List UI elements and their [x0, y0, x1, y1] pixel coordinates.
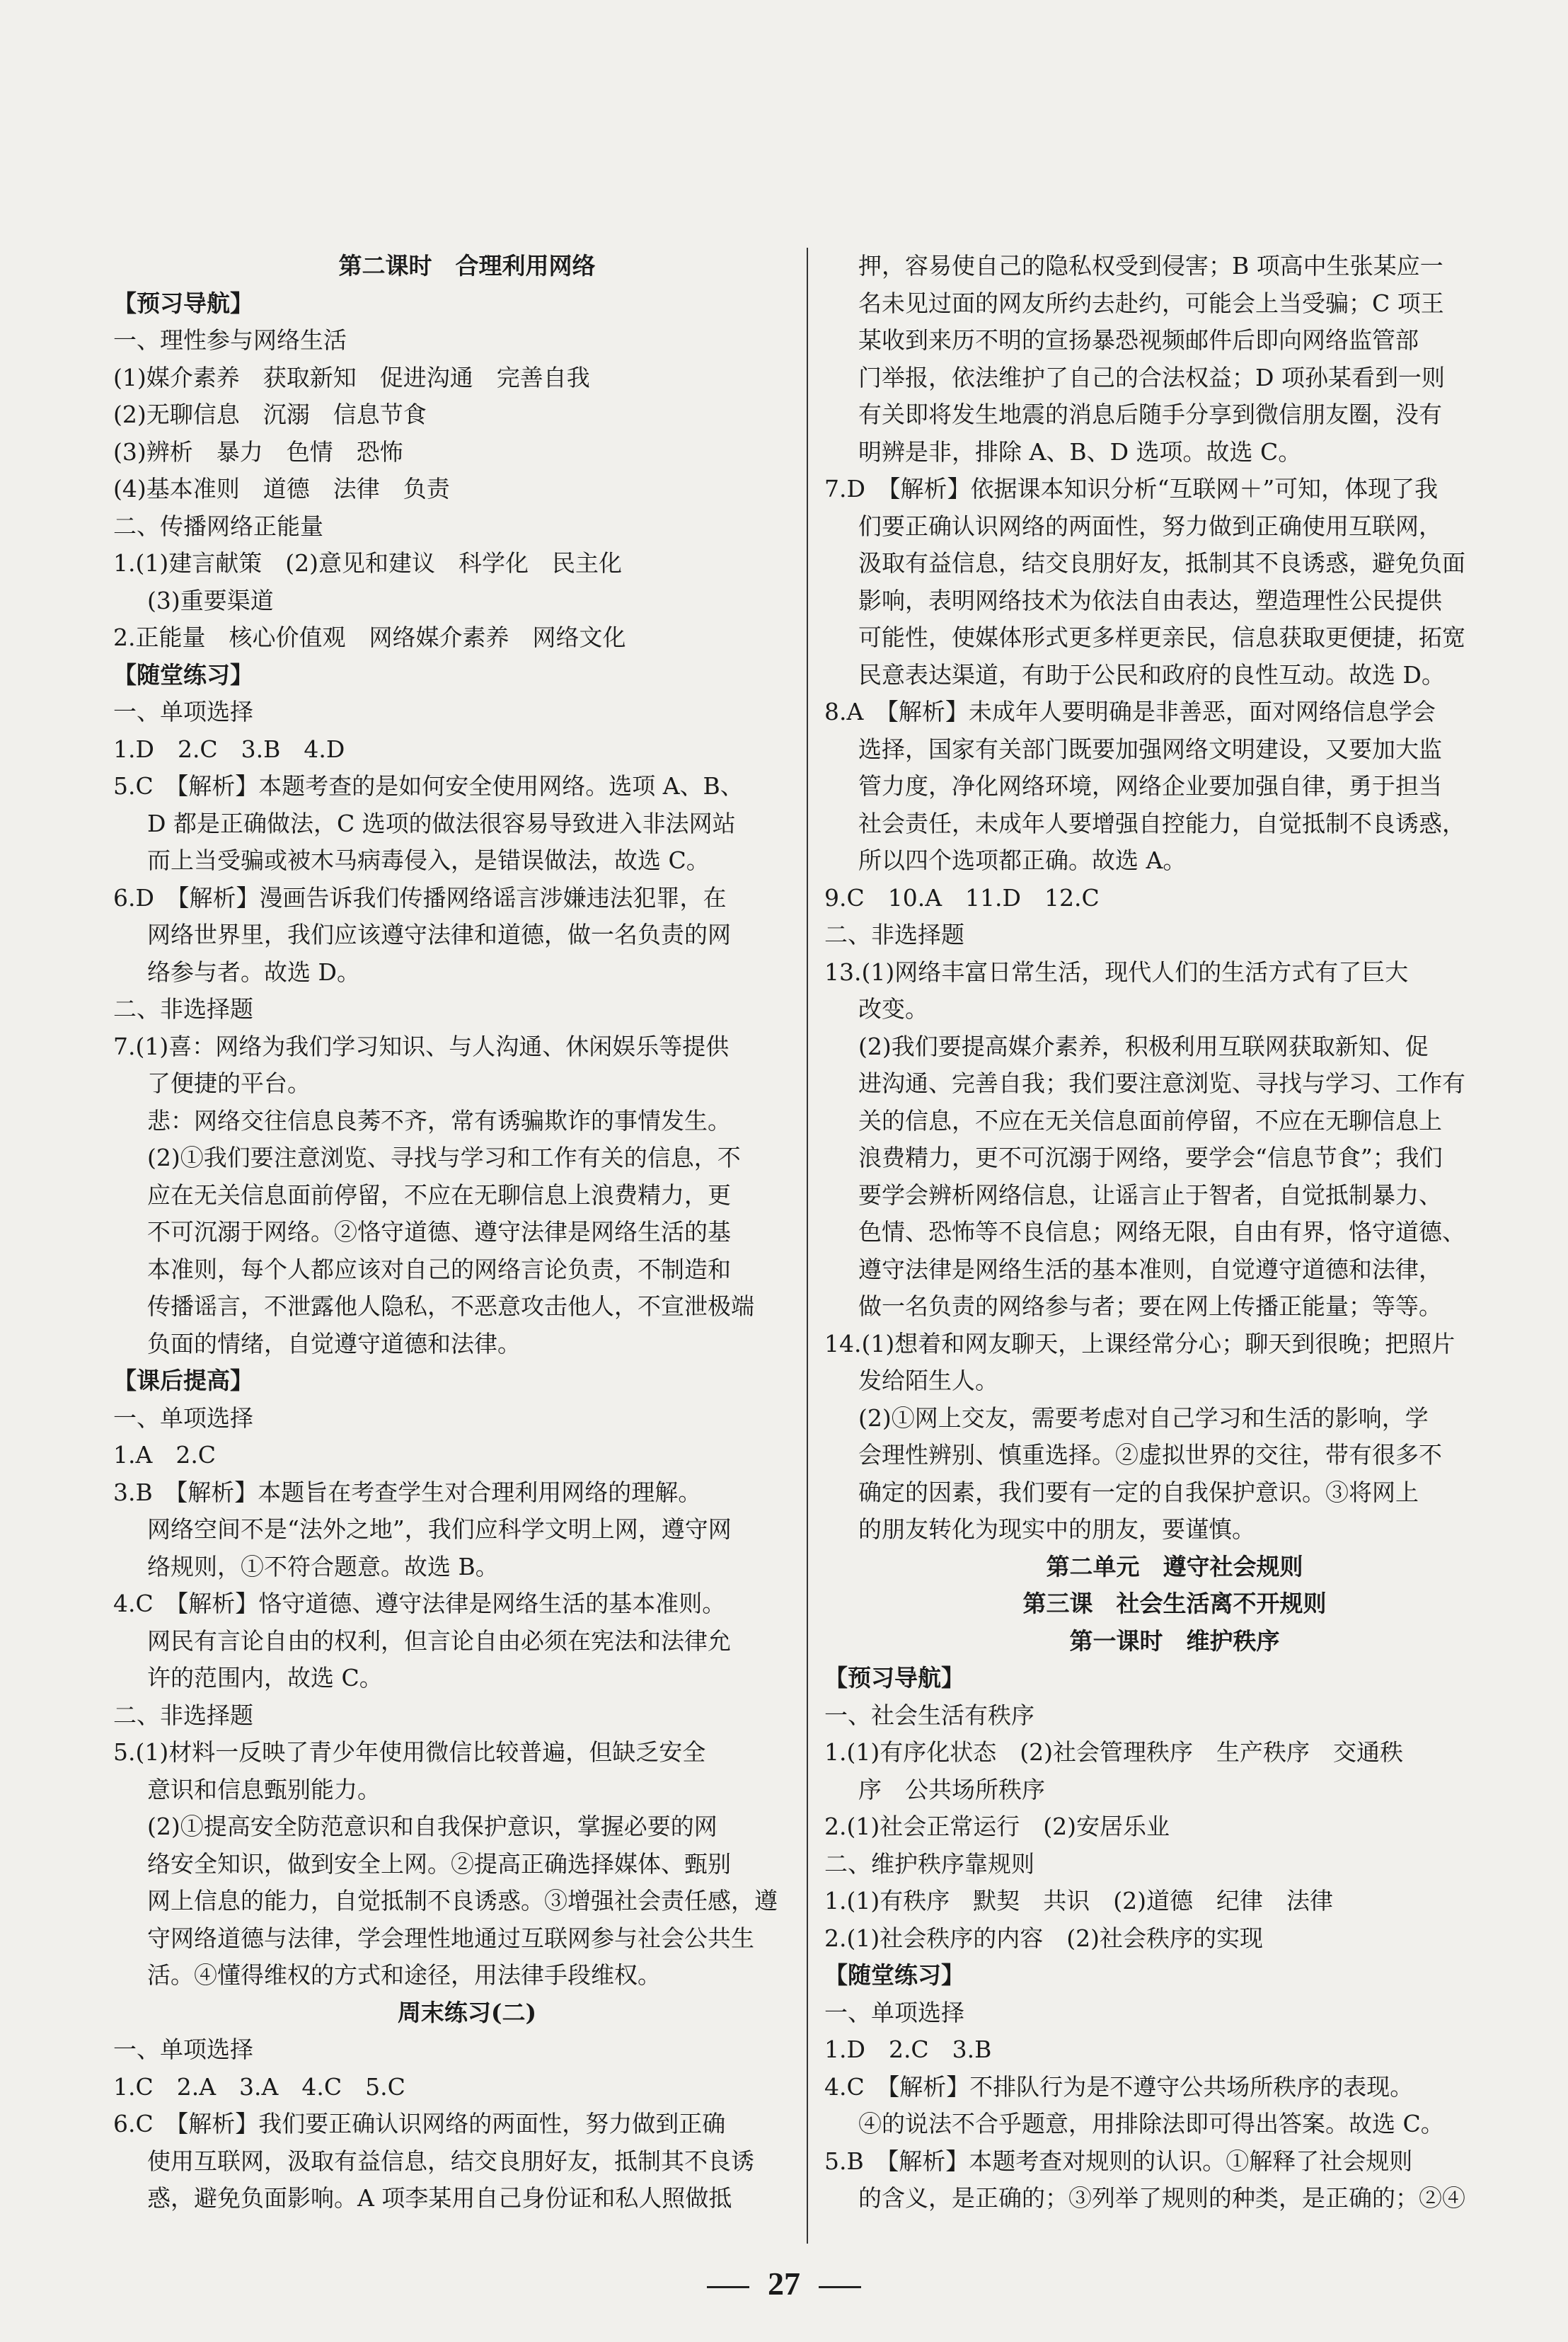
left-column-line: 4.C 【解析】恪守道德、遵守法律是网络生活的基本准则。 — [113, 1590, 726, 1617]
left-column-line: 【预习导航】 — [113, 289, 253, 317]
left-column-line: 络规则，①不符合题意。故选 B。 — [147, 1552, 499, 1580]
left-column-line: 一、单项选择 — [113, 1404, 253, 1432]
left-column-line: 【随堂练习】 — [113, 660, 253, 689]
right-column-line: 第三课 社会生活离不开规则 — [1022, 1590, 1327, 1617]
right-column-line: (2)我们要提高媒介素养，积极利用互联网获取新知、促 — [858, 1032, 1429, 1060]
left-column-line: 一、单项选择 — [113, 698, 253, 725]
right-column-line: 第二单元 遵守社会规则 — [1046, 1552, 1303, 1580]
right-column-line: 关的信息，不应在无关信息面前停留，不应在无聊信息上 — [858, 1106, 1442, 1135]
page-footer — [0, 2265, 1568, 2302]
left-column-line: 许的范围内，故选 C。 — [147, 1664, 383, 1692]
left-column-line: 活。④懂得维权的方式和途径，用法律手段维权。 — [147, 1961, 661, 1989]
right-column-line: 押，容易使自己的隐私权受到侵害；B 项高中生张某应一 — [858, 252, 1443, 280]
left-column-line: 而上当受骗或被木马病毒侵入，是错误做法，故选 C。 — [147, 846, 710, 874]
right-column-line: 的含义，是正确的；③列举了规则的种类，是正确的；②④ — [858, 2184, 1465, 2212]
right-column-line: (2)①网上交友，需要考虑对自己学习和生活的影响，学 — [858, 1404, 1429, 1432]
right-column-line: 影响，表明网络技术为依法自由表达，塑造理性公民提供 — [858, 586, 1442, 614]
left-column-line: 二、传播网络正能量 — [113, 512, 323, 540]
right-column-line: 1.D 2.C 3.B — [824, 2036, 992, 2063]
left-column-line: 使用互联网，汲取有益信息，结交良朋好友，抵制其不良诱 — [147, 2147, 754, 2175]
right-column-line: 们要正确认识网络的两面性，努力做到正确使用互联网， — [858, 512, 1442, 540]
footer-dash-left — [707, 2286, 749, 2288]
left-column-line: 3.B 【解析】本题旨在考查学生对合理利用网络的理解。 — [113, 1478, 702, 1506]
left-column-line: D 都是正确做法，C 选项的做法很容易导致进入非法网站 — [147, 809, 736, 837]
right-column-line: 改变。 — [858, 995, 928, 1023]
right-column-line: 13.(1)网络丰富日常生活，现代人们的生活方式有了巨大 — [824, 958, 1409, 986]
left-column — [113, 248, 821, 2217]
right-column-line: 门举报，依法维护了自己的合法权益；D 项孙某看到一则 — [858, 363, 1445, 391]
page-number: 27 — [768, 2266, 800, 2302]
left-column-line: 【课后提高】 — [113, 1367, 253, 1394]
right-column-line: 浪费精力，更不可沉溺于网络，要学会“信息节食”；我们 — [858, 1144, 1443, 1171]
left-column-line: 1.D 2.C 3.B 4.D — [113, 735, 345, 763]
left-column-line: 网上信息的能力，自觉抵制不良诱惑。③增强社会责任感，遵 — [147, 1887, 778, 1915]
column-divider — [807, 248, 808, 2244]
right-column-line: 2.(1)社会秩序的内容 (2)社会秩序的实现 — [824, 1924, 1263, 1952]
right-column-line: 进沟通、完善自我；我们要注意浏览、寻找与学习、工作有 — [858, 1069, 1465, 1097]
right-column-line: 一、社会生活有秩序 — [824, 1701, 1034, 1729]
right-column-line: 2.(1)社会正常运行 (2)安居乐业 — [824, 1813, 1170, 1840]
right-column-line: 确定的因素，我们要有一定的自我保护意识。③将网上 — [858, 1478, 1419, 1506]
left-column-line: (2)①我们要注意浏览、寻找与学习和工作有关的信息，不 — [147, 1144, 741, 1171]
left-column-line: 7.(1)喜：网络为我们学习知识、与人沟通、休闲娱乐等提供 — [113, 1032, 730, 1060]
right-column-line: 管力度，净化网络环境，网络企业要加强自律，勇于担当 — [858, 772, 1442, 800]
right-column-line: 5.B 【解析】本题考查对规则的认识。①解释了社会规则 — [824, 2147, 1413, 2175]
left-column-line: 第二课时 合理利用网络 — [338, 252, 596, 280]
left-column-line: 负面的情绪，自觉遵守道德和法律。 — [147, 1329, 521, 1357]
right-column-line: 序 公共场所秩序 — [858, 1775, 1045, 1803]
right-column-line: 一、单项选择 — [824, 1998, 964, 2026]
right-column-line: 1.(1)有秩序 默契 共识 (2)道德 纪律 法律 — [824, 1887, 1333, 1915]
right-column-line: 遵守法律是网络生活的基本准则，自觉遵守道德和法律， — [858, 1255, 1442, 1283]
left-column-line: 应在无关信息面前停留，不应在无聊信息上浪费精力，更 — [147, 1181, 731, 1209]
right-column-line: 14.(1)想着和网友聊天，上课经常分心；聊天到很晚；把照片 — [824, 1329, 1455, 1357]
right-column-line: 社会责任，未成年人要增强自控能力，自觉抵制不良诱惑， — [858, 809, 1465, 837]
left-column-line: 二、非选择题 — [113, 995, 253, 1023]
left-column-line: 网民有言论自由的权利，但言论自由必须在宪法和法律允 — [147, 1626, 731, 1655]
left-column-line: 守网络道德与法律，学会理性地通过互联网参与社会公共生 — [147, 1924, 754, 1952]
left-column-line: 网络世界里，我们应该遵守法律和道德，做一名负责的网 — [147, 921, 731, 948]
right-column-line: 所以四个选项都正确。故选 A。 — [858, 846, 1187, 874]
left-column-line: 周末练习(二) — [397, 1998, 537, 2026]
left-column-line: 一、单项选择 — [113, 2036, 253, 2063]
left-column-line: 1.C 2.A 3.A 4.C 5.C — [113, 2072, 405, 2101]
left-column-line: (1)媒介素养 获取新知 促进沟通 完善自我 — [113, 363, 590, 391]
left-column-line: 2.正能量 核心价值观 网络媒介素养 网络文化 — [113, 624, 626, 651]
right-column-line: 发给陌生人。 — [858, 1367, 998, 1394]
footer-dash-right — [819, 2286, 861, 2288]
right-column-line: 做一名负责的网络参与者；要在网上传播正能量；等等。 — [858, 1292, 1442, 1320]
left-column-line: 传播谣言，不泄露他人隐私，不恶意攻击他人，不宣泄极端 — [147, 1292, 754, 1320]
left-column-line: 1.(1)建言献策 (2)意见和建议 科学化 民主化 — [113, 549, 622, 577]
left-column-line: 5.C 【解析】本题考查的是如何安全使用网络。选项 A、B、 — [113, 772, 744, 800]
left-column-line: 了便捷的平台。 — [147, 1069, 311, 1097]
right-column-line: 可能性，使媒体形式更多样更亲民，信息获取更便捷，拓宽 — [858, 624, 1465, 651]
right-column-line: 二、维护秩序靠规则 — [824, 1849, 1034, 1878]
right-column-line: 4.C 【解析】不排队行为是不遵守公共场所秩序的表现。 — [824, 2072, 1414, 2101]
left-column-line: 1.A 2.C — [113, 1441, 217, 1469]
right-column-line: 选择，国家有关部门既要加强网络文明建设，又要加大监 — [858, 735, 1442, 763]
right-column-line: ④的说法不合乎题意，用排除法即可得出答案。故选 C。 — [858, 2110, 1444, 2137]
left-column-line: (4)基本准则 道德 法律 负责 — [113, 475, 450, 503]
right-column-line: 1.(1)有序化状态 (2)社会管理秩序 生产秩序 交通秩 — [824, 1738, 1403, 1766]
left-column-line: 惑，避免负面影响。A 项李某用自己身份证和私人照做抵 — [147, 2184, 732, 2212]
right-column-line: 有关即将发生地震的消息后随手分享到微信朋友圈，没有 — [858, 401, 1442, 428]
right-column-line: 【随堂练习】 — [824, 1961, 964, 1989]
right-column-line: 名未见过面的网友所约去赴约，可能会上当受骗；C 项王 — [858, 289, 1444, 317]
left-column-line: (2)无聊信息 沉溺 信息节食 — [113, 401, 427, 428]
right-column-line: 汲取有益信息，结交良朋好友，抵制其不良诱惑，避免负面 — [858, 549, 1465, 577]
left-column-line: 二、非选择题 — [113, 1701, 253, 1729]
left-column-line: 5.(1)材料一反映了青少年使用微信比较普遍，但缺乏安全 — [113, 1738, 706, 1766]
right-column-line: 第一课时 维护秩序 — [1069, 1626, 1280, 1655]
right-column — [824, 248, 1525, 2217]
left-column-line: (3)辨析 暴力 色情 恐怖 — [113, 437, 403, 466]
left-column-line: 一、理性参与网络生活 — [113, 326, 347, 354]
left-column-line: 6.D 【解析】漫画告诉我们传播网络谣言涉嫌违法犯罪，在 — [113, 883, 727, 912]
right-column-line: 【预习导航】 — [824, 1664, 964, 1692]
left-column-line: 络安全知识，做到安全上网。②提高正确选择媒体、甄别 — [147, 1849, 731, 1878]
right-column-line: 8.A 【解析】未成年人要明确是非善恶，面对网络信息学会 — [824, 698, 1436, 725]
right-column-line: 会理性辨别、慎重选择。②虚拟世界的交往，带有很多不 — [858, 1441, 1442, 1469]
right-column-line: 某收到来历不明的宣扬暴恐视频邮件后即向网络监管部 — [858, 326, 1419, 354]
right-column-line: 9.C 10.A 11.D 12.C — [824, 883, 1100, 912]
right-column-line: 7.D 【解析】依据课本知识分析“互联网＋”可知，体现了我 — [824, 475, 1439, 503]
left-column-line: 本准则，每个人都应该对自己的网络言论负责，不制造和 — [147, 1255, 731, 1283]
left-column-line: (3)重要渠道 — [147, 586, 274, 614]
right-column-line: 民意表达渠道，有助于公民和政府的良性互动。故选 D。 — [858, 660, 1445, 689]
right-column-line: 的朋友转化为现实中的朋友，要谨慎。 — [858, 1515, 1255, 1543]
left-column-line: 不可沉溺于网络。②恪守道德、遵守法律是网络生活的基 — [147, 1218, 731, 1246]
right-column-line: 二、非选择题 — [824, 921, 964, 948]
left-column-line: (2)①提高安全防范意识和自我保护意识，掌握必要的网 — [147, 1813, 717, 1840]
left-column-line: 6.C 【解析】我们要正确认识网络的两面性，努力做到正确 — [113, 2110, 726, 2137]
right-column-line: 色情、恐怖等不良信息；网络无限，自由有界，恪守道德、 — [858, 1218, 1465, 1246]
right-column-line: 明辨是非，排除 A、B、D 选项。故选 C。 — [858, 437, 1302, 466]
left-column-line: 网络空间不是“法外之地”，我们应科学文明上网，遵守网 — [147, 1515, 732, 1543]
left-column-line: 络参与者。故选 D。 — [147, 958, 360, 986]
left-column-line: 悲：网络交往信息良莠不齐，常有诱骗欺诈的事情发生。 — [147, 1106, 731, 1135]
left-column-line: 意识和信息甄别能力。 — [147, 1775, 381, 1803]
right-column-line: 要学会辨析网络信息，让谣言止于智者，自觉抵制暴力、 — [858, 1181, 1442, 1209]
